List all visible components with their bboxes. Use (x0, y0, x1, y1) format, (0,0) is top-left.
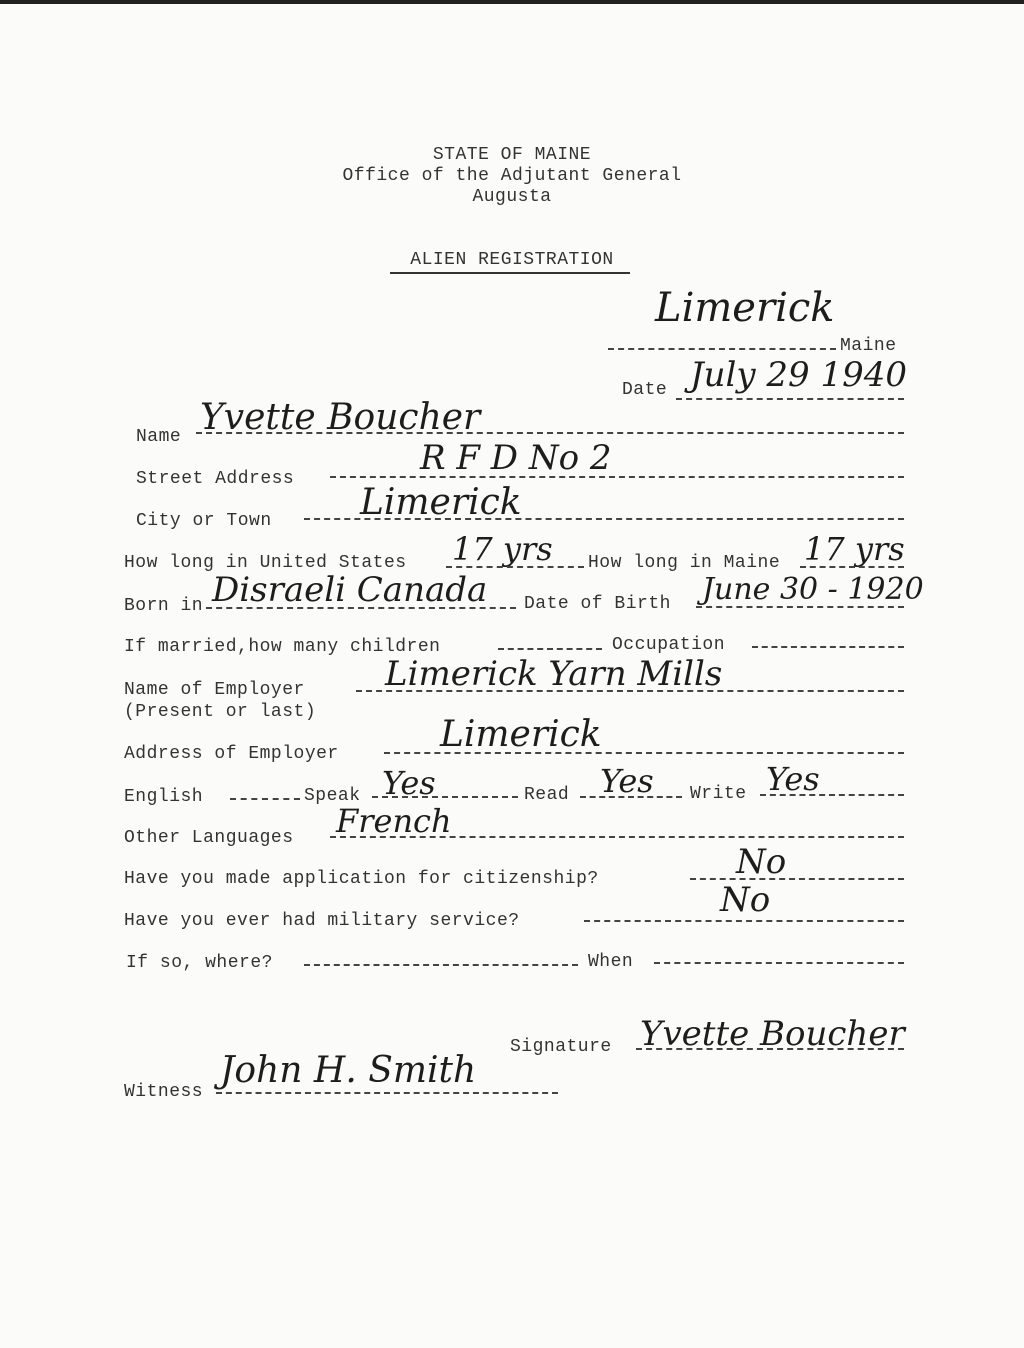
date-label: Date (622, 380, 668, 400)
witness-value: John H. Smith (220, 1050, 477, 1091)
title-underline (390, 272, 630, 274)
read-label: Read (524, 785, 570, 805)
other-languages-line (330, 836, 904, 838)
occupation-line (752, 646, 904, 648)
military-line (584, 920, 904, 922)
read-line (580, 796, 682, 798)
military-value: No (720, 880, 771, 920)
witness-line (216, 1092, 558, 1094)
other-languages-value: French (336, 802, 452, 840)
employer-value: Limerick Yarn Mills (385, 654, 723, 694)
born-in-label: Born in (124, 596, 204, 616)
signature-value: Yvette Boucher (640, 1014, 905, 1054)
children-label: If married,how many children (124, 637, 441, 657)
occupation-label: Occupation (612, 635, 726, 655)
employer-label: Name of Employer (124, 680, 305, 700)
write-value: Yes (766, 760, 820, 798)
signature-label: Signature (510, 1037, 612, 1057)
signature-line (636, 1048, 904, 1050)
scan-edge (0, 0, 1024, 4)
dob-line (696, 606, 904, 608)
how-long-us-value: 17 yrs (452, 530, 553, 568)
employer-address-label: Address of Employer (124, 744, 339, 764)
dob-label: Date of Birth (524, 594, 671, 614)
place-line (608, 348, 836, 350)
children-line (498, 648, 602, 650)
street-line (330, 476, 904, 478)
place-state: Maine (840, 336, 897, 356)
name-line (196, 432, 904, 434)
when-line (654, 962, 904, 964)
where-label: If so, where? (126, 953, 273, 973)
city-value: Limerick (360, 482, 522, 523)
street-label: Street Address (136, 469, 295, 489)
header-state: STATE OF MAINE (432, 145, 592, 165)
employer-address-value: Limerick (440, 714, 602, 755)
born-in-value: Disraeli Canada (212, 570, 488, 610)
place-town: Limerick (655, 285, 835, 331)
how-long-maine-value: 17 yrs (804, 530, 905, 568)
how-long-maine-label: How long in Maine (588, 553, 781, 573)
when-label: When (588, 952, 634, 972)
write-label: Write (690, 784, 747, 804)
city-line (304, 518, 904, 520)
english-label: English (124, 787, 204, 807)
how-long-maine-line (800, 566, 904, 568)
read-value: Yes (600, 762, 654, 800)
speak-value: Yes (382, 764, 436, 802)
date-value: July 29 1940 (690, 355, 908, 395)
write-line (760, 794, 904, 796)
how-long-us-label: How long in United States (124, 553, 407, 573)
city-label: City or Town (136, 511, 272, 531)
military-label: Have you ever had military service? (124, 911, 520, 931)
header-city: Augusta (472, 187, 552, 207)
form-title: ALIEN REGISTRATION (410, 250, 614, 270)
witness-label: Witness (124, 1082, 204, 1102)
header-office: Office of the Adjutant General (342, 166, 682, 186)
name-value: Yvette Boucher (200, 397, 481, 438)
english-line (230, 798, 300, 800)
employer-address-line (384, 752, 904, 754)
date-line (676, 398, 904, 400)
citizenship-label: Have you made application for citizenship? (124, 869, 599, 889)
name-label: Name (136, 427, 182, 447)
speak-line (372, 796, 518, 798)
speak-label: Speak (304, 786, 361, 806)
street-value: R F D No 2 (420, 438, 612, 478)
employer-sublabel: (Present or last) (124, 702, 317, 722)
how-long-us-line (446, 566, 584, 568)
employer-line (356, 690, 904, 692)
dob-value: June 30 - 1920 (702, 572, 924, 607)
born-in-line (206, 607, 516, 609)
where-line (304, 964, 578, 966)
citizenship-value: No (736, 842, 787, 882)
other-languages-label: Other Languages (124, 828, 294, 848)
